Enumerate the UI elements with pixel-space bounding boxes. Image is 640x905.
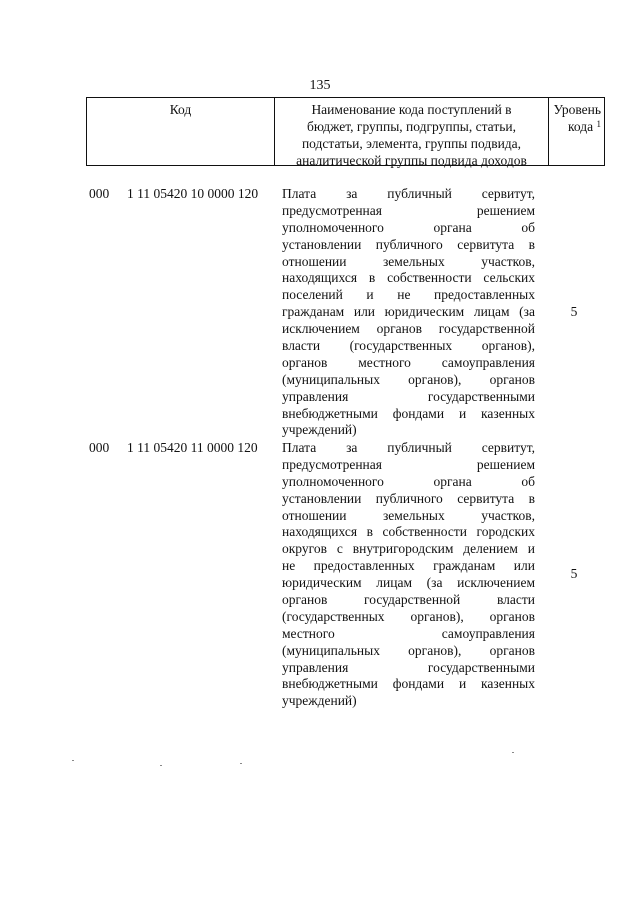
row-code: 1 11 05420 11 0000 120 xyxy=(127,440,258,455)
row-name-line: Плата за публичный сервитут, xyxy=(282,440,535,455)
header-name-line: подстатьи, элемента, группы подвида, xyxy=(301,136,522,151)
row-name-line: власти (государственных органов), xyxy=(282,338,535,354)
row-name-line: (государственных органов), органов xyxy=(282,608,535,624)
scan-speck xyxy=(512,752,514,753)
scan-speck xyxy=(240,763,242,764)
row-name xyxy=(282,440,535,710)
row-name-line: внебюджетными фондами и казенных xyxy=(282,676,535,692)
scan-speck xyxy=(160,765,162,766)
row-prefix: 000 xyxy=(89,186,110,201)
scan-speck xyxy=(72,760,74,761)
row-name-line: предусмотренная решением xyxy=(282,202,535,218)
row-name-line: установлении публичного сервитута в xyxy=(282,490,535,506)
row-name-line: поселений и не предоставленных xyxy=(282,287,535,303)
row-name-line: установлении публичного сервитута в xyxy=(282,236,535,252)
header-code: Код xyxy=(87,98,275,165)
row-level: 5 xyxy=(570,304,578,319)
footnote-marker: 1 xyxy=(596,119,601,129)
row-name-line: находящихся в собственности сельских xyxy=(282,270,535,286)
header-name-line: бюджет, группы, подгруппы, статьи, xyxy=(307,119,516,134)
row-name-line: исключением органов государственной xyxy=(282,321,535,337)
page-number: 135 xyxy=(309,78,331,93)
row-level: 5 xyxy=(570,566,578,581)
row-name-line: местного самоуправления xyxy=(282,625,535,641)
table-header xyxy=(86,97,605,166)
row-name-line: предусмотренная решением xyxy=(282,456,535,472)
header-name-line: Наименование кода поступлений в xyxy=(311,102,512,117)
row-name-line: (муниципальных органов), органов xyxy=(282,642,535,658)
row-name-line: учреждений) xyxy=(282,422,357,438)
row-name-line: округов с внутригородским делением и xyxy=(282,541,535,557)
row-name-line: управления государственными xyxy=(282,659,535,675)
row-name-line: управления государственными xyxy=(282,388,535,404)
header-level-line: Уровень xyxy=(553,102,601,117)
row-name-line: отношении земельных участков, xyxy=(282,507,535,523)
row-name-line: отношении земельных участков, xyxy=(282,253,535,269)
row-name-line: уполномоченного органа об xyxy=(282,219,535,235)
row-name-line: гражданам или юридическим лицам (за xyxy=(282,304,535,320)
row-name-line: органов государственной власти xyxy=(282,592,535,608)
row-name-line: (муниципальных органов), органов xyxy=(282,371,535,387)
row-name-line: находящихся в собственности городских xyxy=(282,524,535,540)
header-level xyxy=(549,98,604,165)
header-name-line: аналитической группы подвида доходов xyxy=(296,153,527,168)
row-name-line: юридическим лицам (за исключением xyxy=(282,575,535,591)
row-name-line: уполномоченного органа об xyxy=(282,473,535,489)
row-name-line: Плата за публичный сервитут, xyxy=(282,186,535,201)
row-name-line: органов местного самоуправления xyxy=(282,354,535,370)
row-name-line: внебюджетными фондами и казенных xyxy=(282,405,535,421)
header-level-line-2 xyxy=(549,118,601,135)
header-level-text: кода xyxy=(568,119,594,134)
row-code: 1 11 05420 10 0000 120 xyxy=(127,186,259,201)
row-name-line: не предоставленных гражданам или xyxy=(282,558,535,574)
row-prefix: 000 xyxy=(89,440,110,455)
row-name xyxy=(282,186,535,439)
header-name xyxy=(275,98,549,168)
row-name-line: учреждений) xyxy=(282,693,357,709)
